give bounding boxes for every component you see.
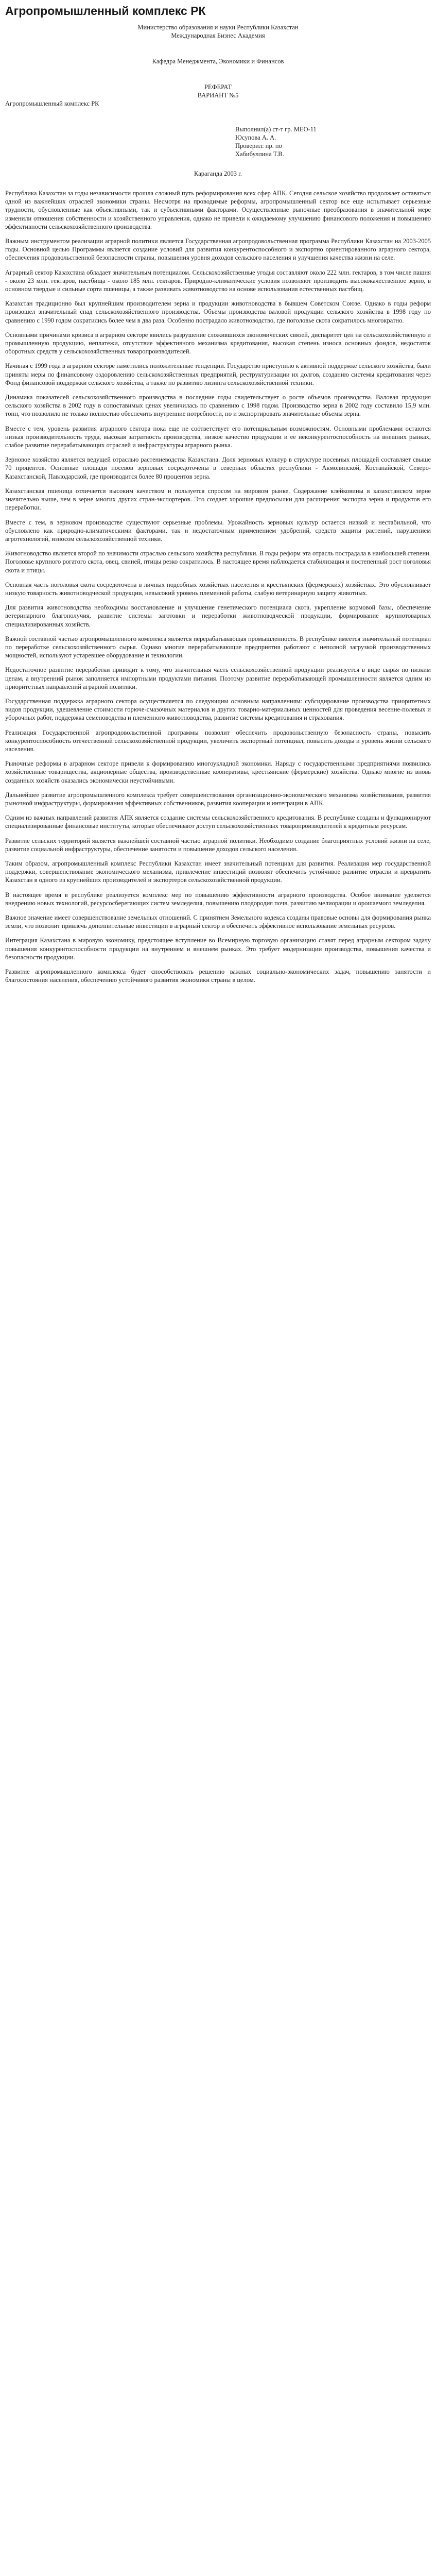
academy-name: Международная Бизнес Академия bbox=[171, 32, 265, 39]
body-paragraph: Развитие сельских территорий является важнейшей составной частью аграрной политики. Необходимо создание благоприятных условий жизни на селе, развитие социальной инфраструктуры, обеспечение занятости и повышение доходов сельского населения. bbox=[5, 837, 431, 853]
city-year: Караганда 2003 г. bbox=[194, 170, 242, 177]
body-paragraph: Аграрный сектор Казахстана обладает значительным потенциалом. Сельскохозяйственные угодья составляют около 222 млн. гектаров, в том числе пашня - около 23 млн. гектаров, пастбища - около 185 млн. гектаров. Природно-климатические условия позволяют производить высококачественное зерно, в основном твердые и сильные сорта пшеницы, а также развивать животноводство на основе использования естественных пастбищ. bbox=[5, 268, 431, 293]
variant-label: ВАРИАНТ №5 bbox=[197, 92, 239, 99]
body-paragraph: Дальнейшее развитие агропромышленного комплекса требует совершенствования организационно-экономического механизма хозяйствования, развития рыночной инфраструктуры, формирования эффективных собственников, развития кооперации и интеграции в АПК. bbox=[5, 791, 431, 807]
document-page bbox=[0, 0, 436, 1001]
author-line-2: Юсупова А. А. bbox=[235, 134, 276, 141]
body-paragraph: Рыночные реформы в аграрном секторе привели к формированию многоукладной экономики. Наряду с государственными предприятиями появились хозяйственные товарищества, акционерные общества, производственные кооперативы, крестьянские (фермерские) хозяйства. Однако многие из вновь созданных хозяйств оказались экономически неустойчивыми. bbox=[5, 760, 431, 784]
body-paragraph: В настоящее время в республике реализуется комплекс мер по повышению эффективности аграрного производства. Особое внимание уделяется внедрению новых технологий, ресурсосберегающих систем земледелия, повышению плодородия почв, развитию мелиорации и орошаемого земледелия. bbox=[5, 891, 431, 907]
body-paragraph: Республика Казахстан за годы независимости прошла сложный путь реформирования всех сфер АПК. Сегодня сельское хозяйство продолжает оставаться одной из важнейших отраслей экономики страны. Несмотря на проводимые реформы, агропромышленный сектор все еще испытывает серьезные трудности, обусловленные как объективными, так и субъективными факторами. Осуществленные рыночные преобразования в значительной мере изменили отношения собственности и хозяйственного управления, однако не привели к ожидаемому улучшению финансового положения и повышению эффективности сельскохозяйственного производства. bbox=[5, 190, 431, 230]
doc-type: РЕФЕРАТ bbox=[204, 83, 232, 91]
body-paragraph: Недостаточное развитие переработки приводит к тому, что значительная часть сельскохозяйственной продукции реализуется в виде сырья по низким ценам, а внутренний рынок заполняется импортными продуктами питания. Поэтому развитие перерабатывающей промышленности является одним из приоритетных направлений аграрной политики. bbox=[5, 666, 431, 690]
body-paragraph: Начиная с 1999 года в аграрном секторе наметились положительные тенденции. Государство приступило к активной поддержке сельского хозяйства, были приняты меры по финансовому оздоровлению сельскохозяйственных предприятий, реструктуризации их долгов, созданию системы кредитования через Фонд финансовой поддержки сельского хозяйства, а также по развитию лизинга сельскохозяйственной техники. bbox=[5, 362, 431, 386]
body-paragraph: Важной составной частью агропромышленного комплекса является перерабатывающая промышленность. В республике имеется значительный потенциал по переработке сельскохозяйственного сырья. Однако многие перерабатывающие предприятия работают с неполной загрузкой производственных мощностей, используют устаревшее оборудование и технологии. bbox=[5, 635, 431, 659]
author-line-4: Хабибуллина Т.В. bbox=[235, 150, 284, 158]
body-paragraph: Казахстанская пшеница отличается высоким качеством и пользуется спросом на мировом рынке. Содержание клейковины в казахстанском зерне значительно выше, чем в зерне многих других стран-экспортеров. Это создает хорошие предпосылки для расширения экспорта зерна и продуктов его переработки. bbox=[5, 487, 431, 512]
body-paragraph: Основная часть поголовья скота сосредоточена в личных подсобных хозяйствах населения и крестьянских (фермерских) хозяйствах. Это обусловливает низкую товарность животноводческой продукции, невысокий уровень племенной работы, слабую ветеринарную защиту животных. bbox=[5, 581, 431, 597]
body-paragraph: Государственная поддержка аграрного сектора осуществляется по следующим основным направлениям: субсидирование производства приоритетных видов продукции, удешевление стоимости горюче-смазочных материалов и других товарно-материальных ценностей для проведения весенне-полевых и уборочных работ, поддержка семеноводства и племенного животноводства, развитие системы кредитования и страхования. bbox=[5, 697, 431, 722]
body-paragraph: Казахстан традиционно был крупнейшим производителем зерна и продукции животноводства в бывшем Советском Союзе. Однако в годы реформ произошел значительный спад сельскохозяйственного производства. Объемы производства валовой продукции сельского хозяйства в 1998 году по сравнению с 1990 годом сократились более чем в два раза. Особенно пострадало животноводство, где поголовье скота сократилось многократно. bbox=[5, 300, 431, 324]
body-paragraph: Вместе с тем, уровень развития аграрного сектора пока еще не соответствует его потенциальным возможностям. Основными проблемами остаются низкая производительность труда, высокая затратность производства, низкое качество продукции и ее неконкурентоспособность на внешних рынках, слабое развитие перерабатывающих отраслей и инфраструктуры аграрного рынка. bbox=[5, 425, 431, 449]
body-paragraph: Одним из важных направлений развития АПК является создание системы сельскохозяйственного кредитования. В республике созданы и функционируют специализированные финансовые институты, которые обеспечивают доступ сельскохозяйственных товаропроизводителей к кредитным ресурсам. bbox=[5, 814, 431, 830]
body-paragraph: Реализация Государственной агропродовольственной программы позволит обеспечить продовольственную безопасность страны, повысить конкурентоспособность отечественной сельскохозяйственной продукции, увеличить экспортный потенциал, повысить доходы и уровень жизни сельского населения. bbox=[5, 728, 431, 753]
ministry-name: Министерство образования и науки Республики Казахстан bbox=[137, 24, 299, 31]
body-paragraph: Важное значение имеет совершенствование земельных отношений. С принятием Земельного кодекса созданы правовые основы для формирования рынка земли, что позволит привлечь дополнительные инвестиции в аграрный сектор и обеспечить эффективное использование земельных ресурсов. bbox=[5, 914, 431, 930]
body-text bbox=[5, 189, 431, 990]
document-title: Агропромышленный комплекс РК bbox=[5, 4, 206, 18]
author-line-1: Выполнил(а) ст-т гр. МЕО-11 bbox=[235, 126, 317, 133]
body-paragraph: Интеграция Казахстана в мировую экономику, предстоящее вступление во Всемирную торговую организацию ставят перед аграрным сектором задачу повышения конкурентоспособности продукции на внутреннем и внешнем рынках. Это требует модернизации производства, повышения качества и безопасности продукции. bbox=[5, 937, 431, 961]
body-paragraph: Животноводство является второй по значимости отраслью сельского хозяйства республики. В годы реформ эта отрасль пострадала в наибольшей степени. Поголовье крупного рогатого скота, овец, свиней, птицы резко сократилось. В настоящее время наблюдается стабилизация и постепенный рост поголовья скота и птицы. bbox=[5, 550, 431, 574]
body-paragraph: Зерновое хозяйство является ведущей отраслью растениеводства Казахстана. Доля зерновых культур в структуре посевных площадей составляет свыше 70 процентов. Основные площади посевов зерновых сосредоточены в северных областях республики - Акмолинской, Костанайской, Северо-Казахстанской, Павлодарской, где производится более 80 процентов зерна. bbox=[5, 456, 431, 480]
body-paragraph: Таким образом, агропромышленный комплекс Республики Казахстан имеет значительный потенциал для развития. Реализация мер государственной поддержки, совершенствование экономического механизма, привлечение инвестиций позволят обеспечить устойчивое развитие отрасли и превратить Казахстан в одного из крупнейших производителей и экспортеров сельскохозяйственной продукции. bbox=[5, 860, 431, 884]
body-paragraph: Развитие агропромышленного комплекса будет способствовать решению важных социально-экономических задач, повышению занятости и благосостояния населения, обеспечению устойчивого развития экономики страны в целом. bbox=[5, 968, 431, 984]
topic-title: Агропромышленный комплекс РК bbox=[5, 100, 99, 107]
body-paragraph: Динамика показателей сельскохозяйственного производства в последние годы свидетельствует о росте объемов производства. Валовая продукция сельского хозяйства в 2002 году в сопоставимых ценах увеличилась по сравнению с 1998 годом. Производство зерна в 2002 году составило 15,9 млн. тонн, что позволило не только полностью обеспечить внутренние потребности, но и экспортировать значительные объемы зерна. bbox=[5, 394, 431, 418]
author-line-3: Проверил: пр. по bbox=[235, 142, 282, 149]
body-paragraph: Основными причинами кризиса в аграрном секторе явились разрушение сложившихся экономических связей, диспаритет цен на сельскохозяйственную и промышленную продукцию, неплатежи, отсутствие эффективного механизма кредитования, высокая степень износа основных фондов, недостаток оборотных средств у сельскохозяйственных товаропроизводителей. bbox=[5, 331, 431, 355]
body-paragraph: Вместе с тем, в зерновом производстве существуют серьезные проблемы. Урожайность зерновых культур остается низкой и нестабильной, что обусловлено как природно-климатическими факторами, так и недостаточным применением удобрений, средств защиты растений, нарушением агротехнологий, износом сельскохозяйственной техники. bbox=[5, 518, 431, 543]
body-paragraph: Важным инструментом реализации аграрной политики является Государственная агропродовольственная программа Республики Казахстан на 2003-2005 годы. Основной целью Программы является создание условий для развития конкурентоспособного и экспортно ориентированного аграрного сектора, обеспечения продовольственной безопасности страны, повышения уровня доходов сельского населения и улучшения качества жизни на селе. bbox=[5, 238, 431, 262]
author-block bbox=[5, 125, 431, 158]
body-paragraph: Для развития животноводства необходимы восстановление и улучшение генетического потенциала скота, укрепление кормовой базы, обеспечение ветеринарного благополучия, развитие системы заготовки и переработки животноводческой продукции, формирование крупнотоварных специализированных хозяйств. bbox=[5, 604, 431, 628]
department-name: Кафедра Менеджмента, Экономики и Финансов bbox=[152, 58, 284, 65]
